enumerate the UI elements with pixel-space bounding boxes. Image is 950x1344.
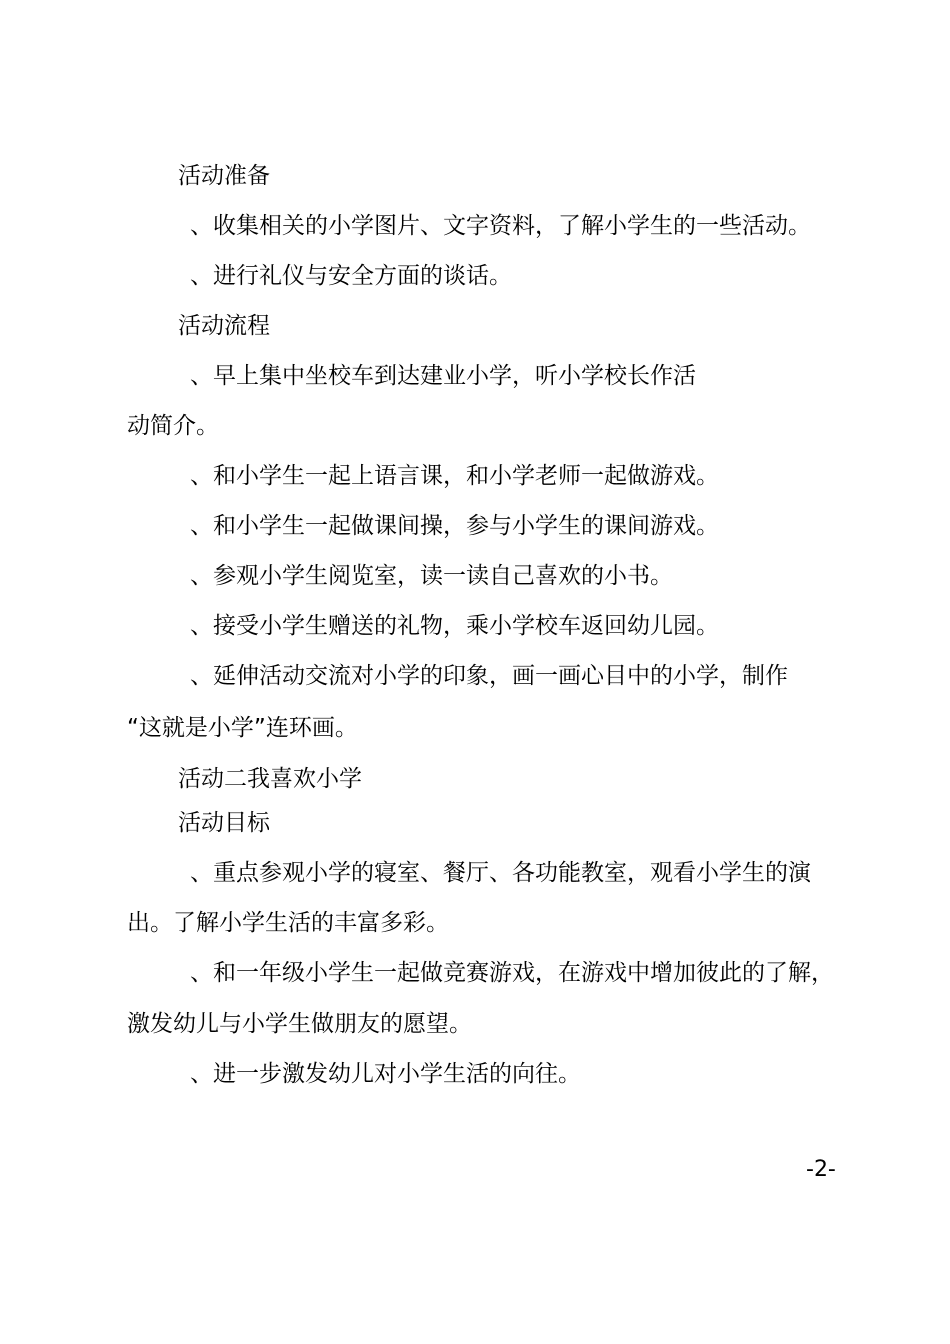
paragraph-line: 、重点参观小学的寝室、餐厅、各功能教室，观看小学生的演 bbox=[190, 860, 811, 886]
paragraph-line: 、进一步激发幼儿对小学生活的向往。 bbox=[190, 1061, 581, 1087]
heading-activity-goals: 活动目标 bbox=[178, 810, 270, 836]
paragraph-line: 、和小学生一起上语言课，和小学老师一起做游戏。 bbox=[190, 463, 719, 489]
paragraph-line: 、进行礼仪与安全方面的谈话。 bbox=[190, 263, 512, 289]
paragraph-line: 、和一年级小学生一起做竞赛游戏，在游戏中增加彼此的了解， bbox=[190, 960, 834, 986]
paragraph-line: 动简介。 bbox=[127, 413, 219, 439]
paragraph-line: “这就是小学”连环画。 bbox=[127, 715, 358, 741]
heading-activity-two: 活动二我喜欢小学 bbox=[178, 766, 362, 792]
paragraph-line: 、早上集中坐校车到达建业小学，听小学校长作活 bbox=[190, 363, 696, 389]
paragraph-line: 、接受小学生赠送的礼物，乘小学校车返回幼儿园。 bbox=[190, 613, 719, 639]
paragraph-line: 、收集相关的小学图片、文字资料，了解小学生的一些活动。 bbox=[190, 213, 811, 239]
paragraph-line: 出。了解小学生活的丰富多彩。 bbox=[127, 910, 449, 936]
page-number: -2- bbox=[806, 1157, 836, 1182]
paragraph-line: 、参观小学生阅览室，读一读自己喜欢的小书。 bbox=[190, 563, 673, 589]
heading-activity-process: 活动流程 bbox=[178, 313, 270, 339]
paragraph-line: 激发幼儿与小学生做朋友的愿望。 bbox=[127, 1011, 472, 1037]
paragraph-line: 、和小学生一起做课间操，参与小学生的课间游戏。 bbox=[190, 513, 719, 539]
heading-activity-preparation: 活动准备 bbox=[178, 163, 270, 189]
paragraph-line: 、延伸活动交流对小学的印象，画一画心目中的小学，制作 bbox=[190, 663, 788, 689]
